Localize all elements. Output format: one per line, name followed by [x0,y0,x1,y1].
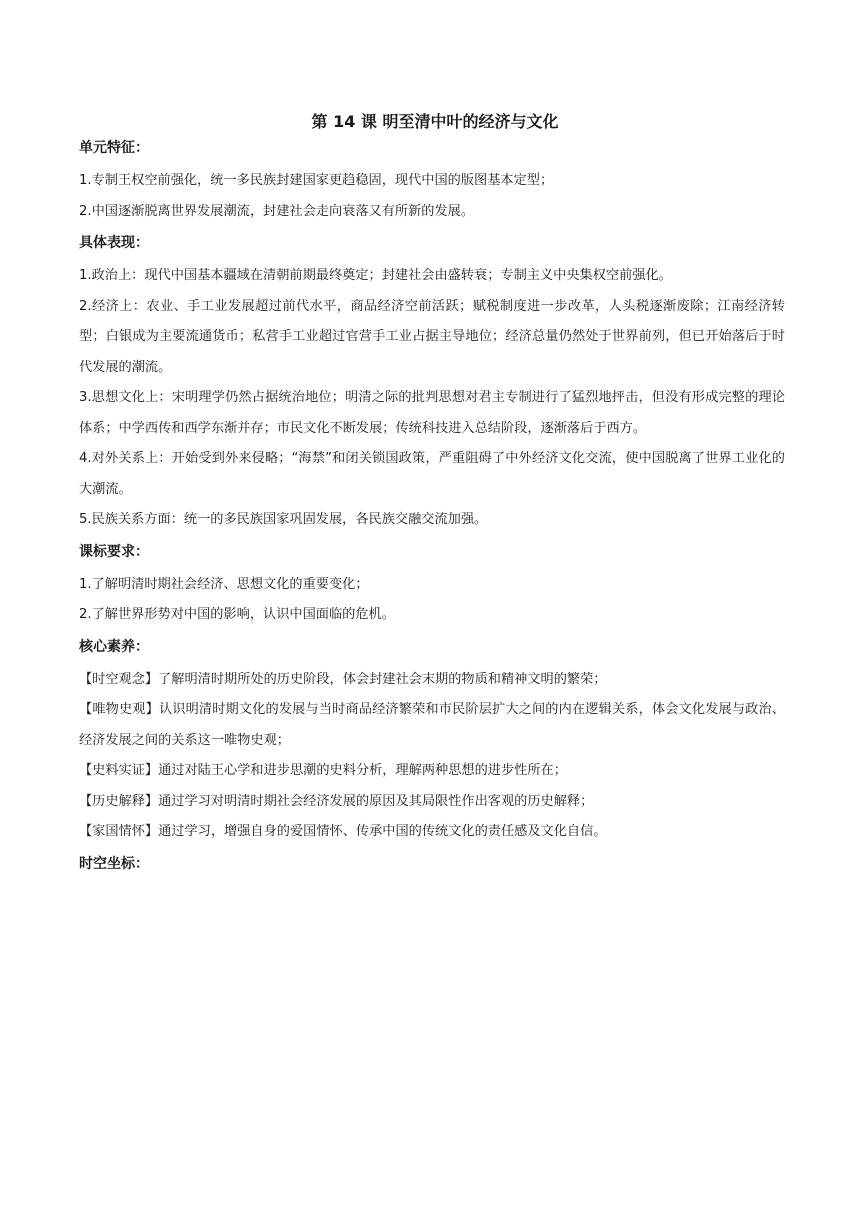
section-heading: 时空坐标： [79,855,149,872]
section-unit-features [79,138,785,227]
paragraph: 5.民族关系方面：统一的多民族国家巩固发展，各民族交融交流加强。 [79,512,488,527]
paragraph: 【时空观念】了解明清时期所处的历史阶段，体会封建社会末期的物质和精神文明的繁荣； [79,671,607,687]
paragraph: 1.专制王权空前强化，统一多民族封建国家更趋稳固，现代中国的版图基本定型； [79,173,554,188]
section-heading: 单元特征： [79,140,149,156]
paragraph: 【家国情怀】通过学习，增强自身的爱国情怀、传承中国的传统文化的责任感及文化自信。 [79,824,607,839]
paragraph: 2.了解世界形势对中国的影响，认识中国面临的危机。 [79,607,395,622]
section-curriculum-requirements [79,542,785,631]
section-specific-performance [79,233,785,536]
paragraph: 1.政治上：现代中国基本疆域在清朝前期最终奠定；封建社会由盛转衰；专制主义中央集权空前强化。 [79,268,672,283]
section-core-literacy [79,637,785,848]
paragraph: 4.对外关系上：开始受到外来侵略；“海禁”和闭关锁国政策，严重阻碍了中外经济文化交流，使中国脱离了世界工业化的大潮流。 [79,451,785,497]
paragraph: 【史料实证】通过对陆王心学和进步思潮的史料分析，理解两种思想的进步性所在； [79,763,567,778]
paragraph: 2.中国逐渐脱离世界发展潮流，封建社会走向衰落又有所新的发展。 [79,203,475,219]
paragraph: 3.思想文化上：宋明理学仍然占据统治地位；明清之际的批判思想对君主专制进行了猛烈地抨击，但没有形成完整的理论体系；中学西传和西学东渐并存；市民文化不断发展；传统科技进入总结阶段，逐渐落后于西方。 [79,390,785,436]
document-page [79,100,785,882]
section-heading: 课标要求： [79,543,149,560]
paragraph: 【唯物史观】认识明清时期文化的发展与当时商品经济繁荣和市民阶层扩大之间的内在逻辑关系，体会文化发展与政治、经济发展之间的关系这一唯物史观； [79,702,785,748]
paragraph: 1.了解明清时期社会经济、思想文化的重要变化； [79,576,369,592]
paragraph: 2.经济上：农业、手工业发展超过前代水平，商品经济空前活跃；赋税制度进一步改革，人头税逐渐废除；江南经济转型；白银成为主要流通货币；私营手工业超过官营手工业占据主导地位；经济总量仍然处于世界前列，但已开始落后于时代发展的潮流。 [79,298,785,375]
section-heading: 具体表现： [79,235,149,251]
paragraph: 【历史解释】通过学习对明清时期社会经济发展的原因及其局限性作出客观的历史解释； [79,793,594,809]
section-heading: 核心素养： [79,638,149,655]
section-time-space-coordinates [79,854,785,874]
lesson-title: 第 14 课 明至清中叶的经济与文化 [311,112,559,131]
